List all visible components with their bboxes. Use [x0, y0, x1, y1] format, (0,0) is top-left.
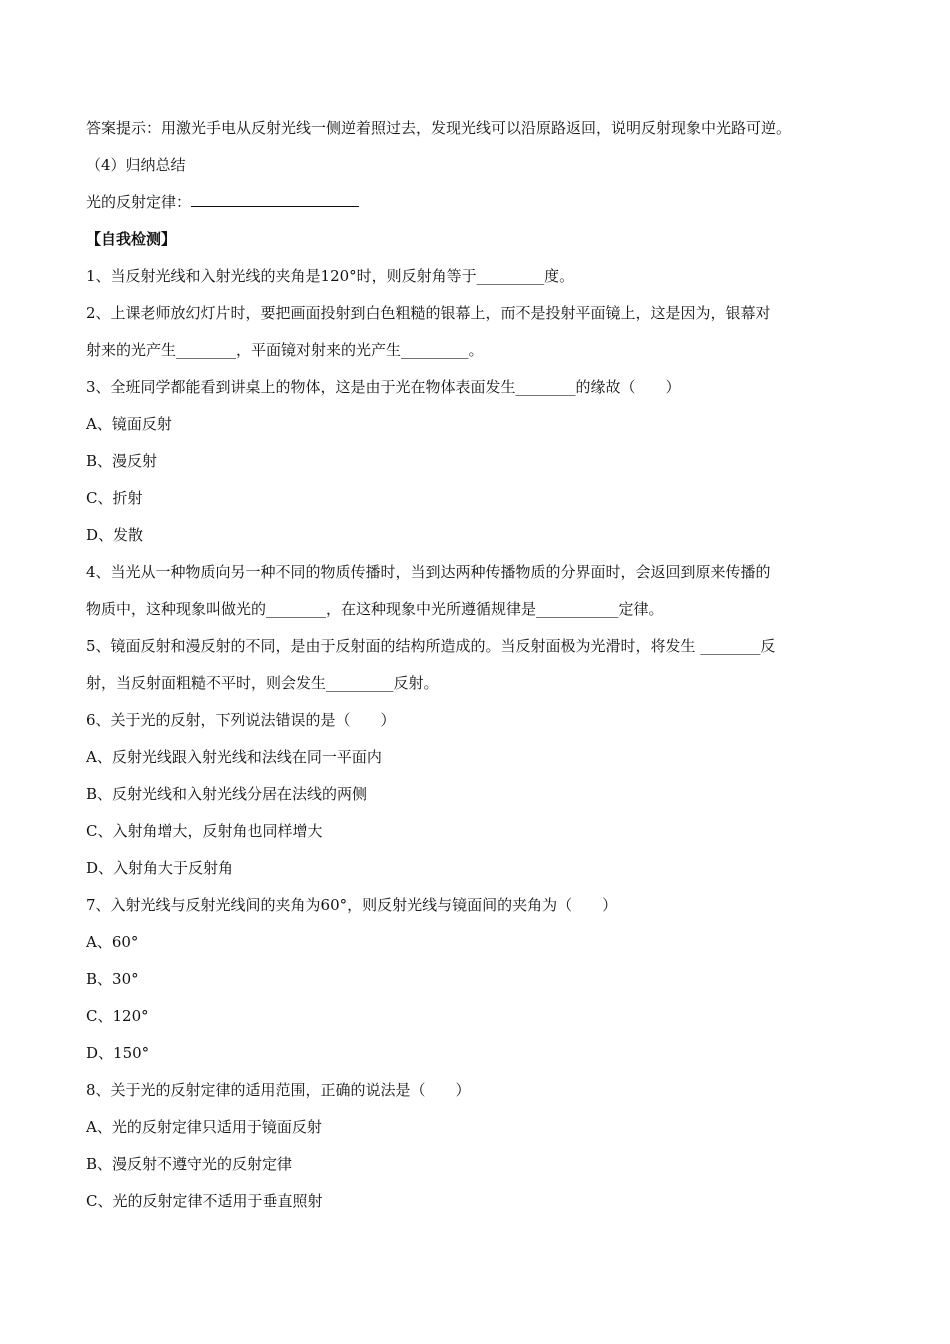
question-6-option-b: B、反射光线和入射光线分居在法线的两侧 — [86, 785, 368, 803]
question-7-option-b: B、30° — [86, 970, 139, 988]
self-test-heading: 【自我检测】 — [86, 230, 177, 248]
question-8: 8、关于光的反射定律的适用范围，正确的说法是（ ） — [86, 1081, 471, 1099]
question-2-line-1: 2、上课老师放幻灯片时，要把画面投射到白色粗糙的银幕上，而不是投射平面镜上，这是因为，银幕对 — [86, 304, 771, 322]
question-6-option-d: D、入射角大于反射角 — [86, 859, 234, 877]
question-5-line-2: 射，当反射面粗糙不平时，则会发生_________反射。 — [86, 674, 439, 692]
question-6: 6、关于光的反射，下列说法错误的是（ ） — [86, 711, 396, 729]
section-summary-heading: （4）归纳总结 — [86, 156, 186, 174]
question-6-option-a: A、反射光线跟入射光线和法线在同一平面内 — [86, 748, 382, 766]
question-2-line-2: 射来的光产生________，平面镜对射来的光产生_________。 — [86, 341, 484, 359]
question-3: 3、全班同学都能看到讲桌上的物体，这是由于光在物体表面发生________的缘故（ ） — [86, 378, 681, 396]
reflection-law-label: 光的反射定律： — [86, 193, 192, 211]
question-6-option-c: C、入射角增大，反射角也同样增大 — [86, 822, 323, 840]
question-7: 7、入射光线与反射光线间的夹角为60°，则反射光线与镜面间的夹角为（ ） — [86, 896, 618, 914]
question-8-option-b: B、漫反射不遵守光的反射定律 — [86, 1155, 293, 1173]
question-3-option-c: C、折射 — [86, 489, 143, 507]
question-5-line-1: 5、镜面反射和漫反射的不同，是由于反射面的结构所造成的。当反射面极为光滑时，将发生 ________反 — [86, 637, 776, 655]
question-7-option-a: A、60° — [86, 933, 139, 951]
question-1: 1、当反射光线和入射光线的夹角是120°时，则反射角等于_________度。 — [86, 267, 575, 285]
answer-blank — [191, 192, 359, 207]
question-4-line-2: 物质中，这种现象叫做光的________，在这种现象中光所遵循规律是___________定律。 — [86, 600, 664, 618]
question-3-option-b: B、漫反射 — [86, 452, 158, 470]
question-3-option-a: A、镜面反射 — [86, 415, 172, 433]
question-8-option-c: C、光的反射定律不适用于垂直照射 — [86, 1192, 323, 1210]
question-7-option-c: C、120° — [86, 1007, 149, 1025]
question-8-option-a: A、光的反射定律只适用于镜面反射 — [86, 1118, 322, 1136]
reflection-law-line — [86, 192, 910, 212]
question-3-option-d: D、发散 — [86, 526, 144, 544]
question-7-option-d: D、150° — [86, 1044, 150, 1062]
question-4-line-1: 4、当光从一种物质向另一种不同的物质传播时，当到达两种传播物质的分界面时，会返回到原来传播的 — [86, 563, 771, 581]
answer-hint: 答案提示：用激光手电从反射光线一侧逆着照过去，发现光线可以沿原路返回，说明反射现象中光路可逆。 — [86, 119, 792, 137]
